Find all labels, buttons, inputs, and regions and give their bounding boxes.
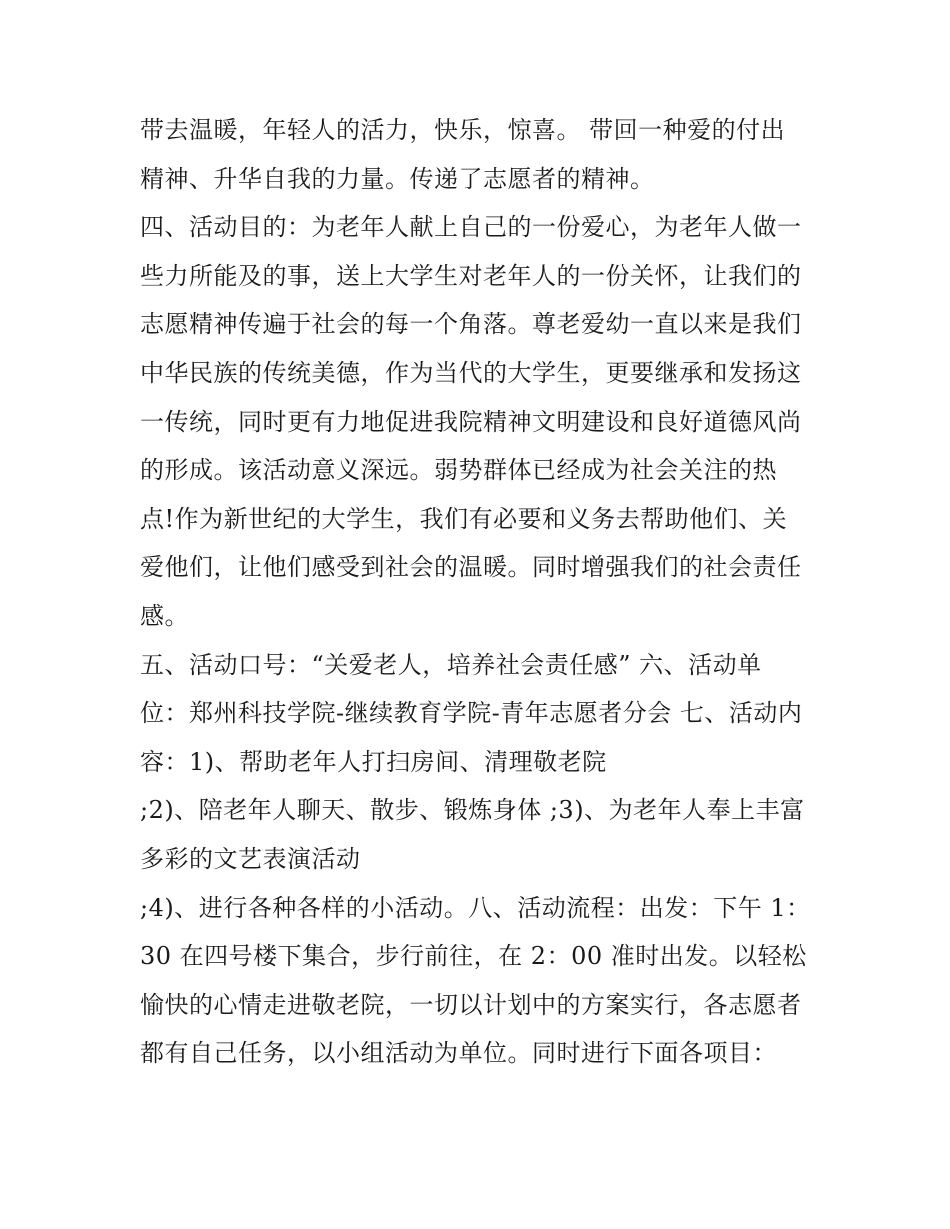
text-line-14: 容：1)、帮助老年人打扫房间、清理敬老院 (140, 747, 607, 776)
text-line-19: 愉快的心情走进敬老院，一切以计划中的方案实行，各志愿者 (140, 990, 802, 1019)
text-line-5: 志愿精神传遍于社会的每一个角落。尊老爱幼一直以来是我们 (140, 310, 802, 339)
text-line-4: 些力所能及的事，送上大学生对老年人的一份关怀，让我们的 (140, 261, 802, 290)
text-line-6: 中华民族的传统美德，作为当代的大学生，更要继承和发扬这 (140, 358, 802, 387)
text-line-10: 爱他们，让他们感受到社会的温暖。同时增强我们的社会责任 (140, 553, 802, 582)
text-line-11: 感。 (140, 601, 189, 630)
text-line-1: 带去温暖，年轻人的活力，快乐，惊喜。 带回一种爱的付出 (140, 116, 786, 144)
text-line-13: 位：郑州科技学院-继续教育学院-青年志愿者分会 七、活动内 (140, 699, 803, 728)
text-line-15: ;2)、陪老年人聊天、散步、锻炼身体 ;3)、为老年人奉上丰富 (140, 796, 805, 825)
text-line-3: 四、活动目的：为老年人献上自己的一份爱心，为老年人做一 (140, 213, 802, 242)
text-line-12: 五、活动口号：“关爱老人，培养社会责任感” 六、活动单 (140, 650, 762, 679)
text-line-17: ;4)、进行各种各样的小活动。八、活动流程：出发：下午 1： (140, 893, 811, 922)
text-line-2: 精神、升华自我的力量。传递了志愿者的精神。 (140, 164, 655, 193)
text-line-8: 的形成。该活动意义深远。弱势群体已经成为社会关注的热 (140, 456, 777, 485)
text-line-18: 30 在四号楼下集合，步行前往，在 2：00 准时出发。以轻松 (140, 942, 807, 971)
text-line-7: 一传统，同时更有力地促进我院精神文明建设和良好道德风尚 (140, 407, 802, 436)
text-line-20: 都有自己任务，以小组活动为单位。同时进行下面各项目： (140, 1039, 777, 1068)
document-body (140, 106, 820, 1078)
text-line-16: 多彩的文艺表演活动 (140, 844, 361, 873)
text-line-9: 点!作为新世纪的大学生，我们有必要和义务去帮助他们、关 (140, 504, 788, 533)
